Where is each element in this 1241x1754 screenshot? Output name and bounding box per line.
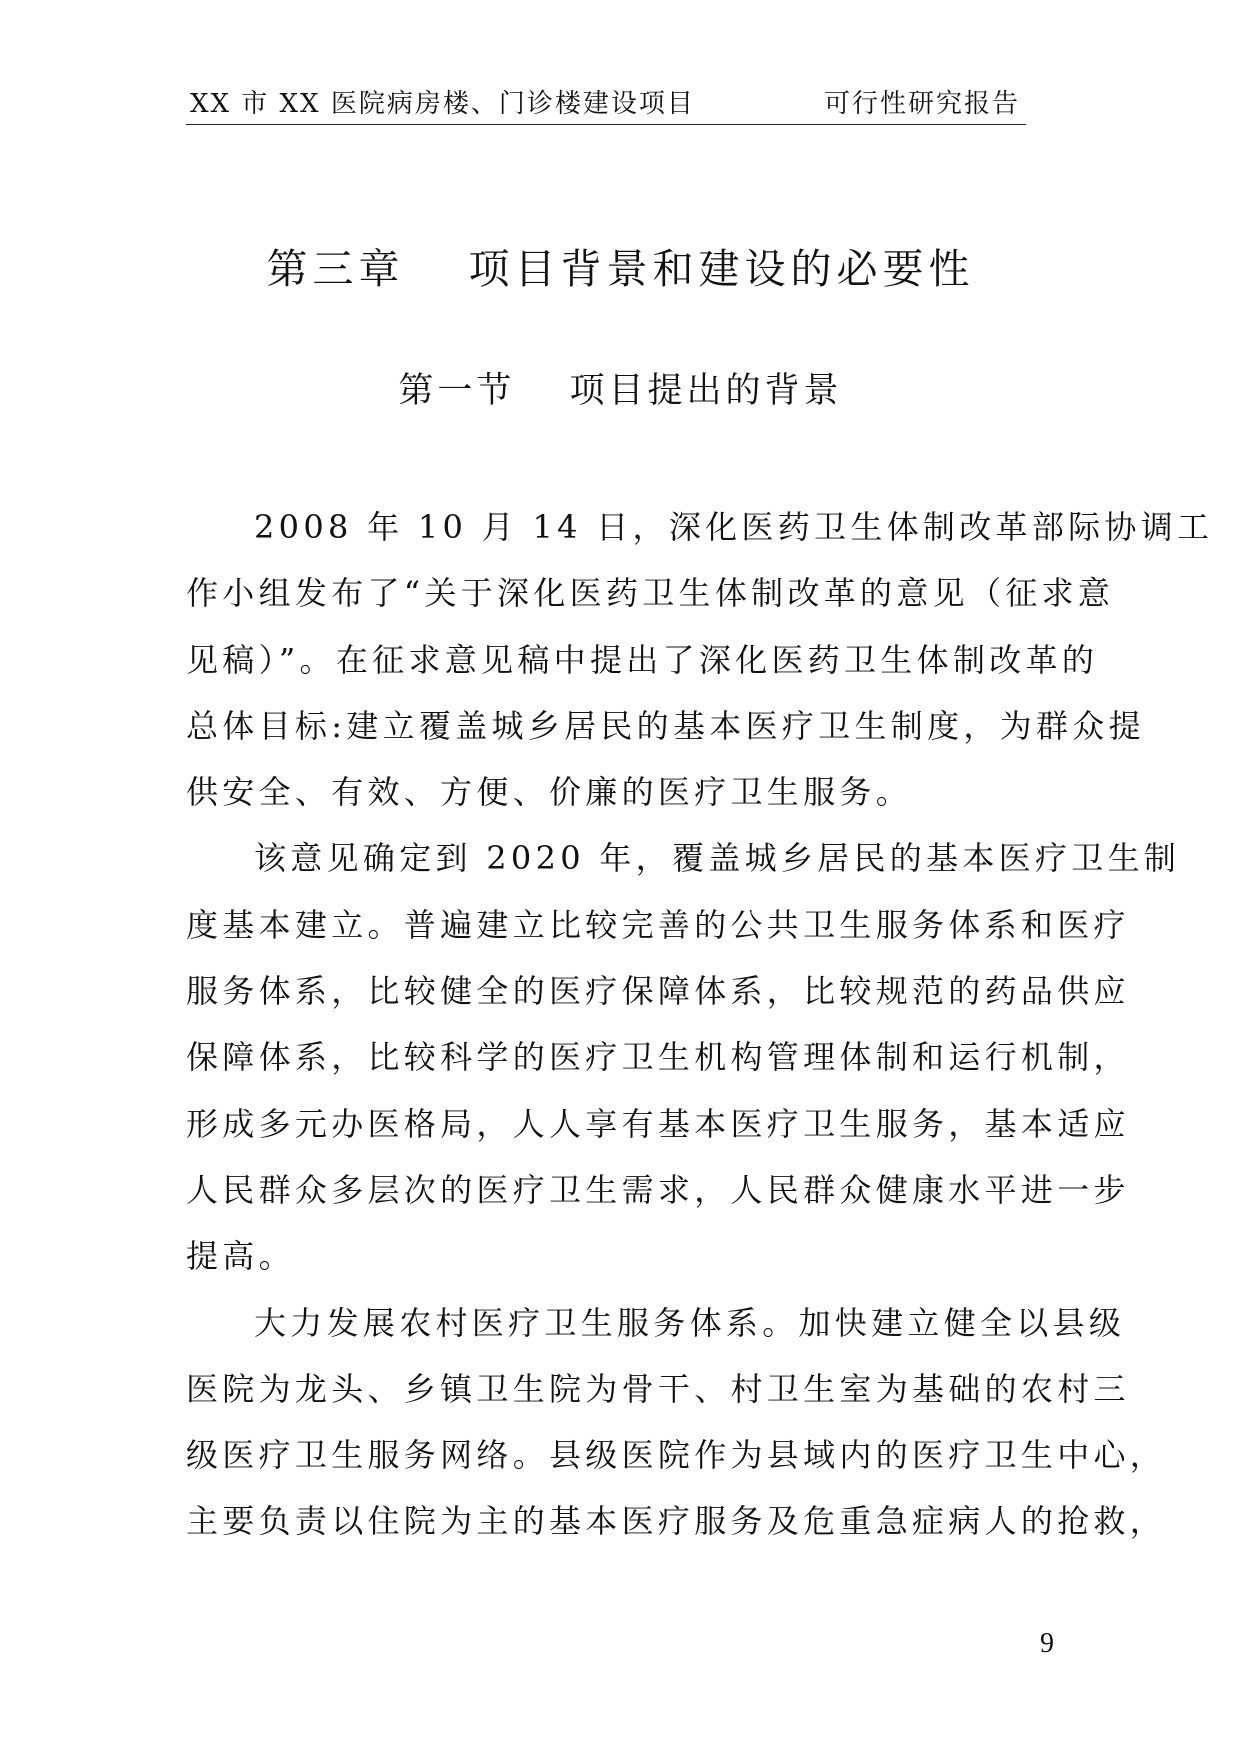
paragraph-1-line-1: 2008 年 10 月 14 日，深化医药卫生体制改革部际协调工 bbox=[254, 508, 1214, 546]
paragraph-3-line-4: 主要负责以住院为主的基本医疗服务及危重急症病人的抢救， bbox=[186, 1502, 1167, 1541]
paragraph-2-line-6: 人民群众多层次的医疗卫生需求，人民群众健康水平进一步 bbox=[186, 1170, 1130, 1209]
paragraph-3-line-1: 大力发展农村医疗卫生服务体系。加快建立健全以县级 bbox=[254, 1303, 1126, 1342]
paragraph-3-line-2: 医院为龙头、乡镇卫生院为骨干、村卫生室为基础的农村三 bbox=[186, 1369, 1130, 1408]
paragraph-1-line-3: 见稿）”。在征求意见稿中提出了深化医药卫生体制改革的 bbox=[186, 640, 1099, 679]
body-text bbox=[186, 494, 1214, 1555]
paragraph-3-line-3: 级医疗卫生服务网络。县级医院作为县域内的医疗卫生中心， bbox=[186, 1436, 1167, 1475]
page-header bbox=[186, 84, 1026, 125]
header-project-title: XX 市 XX 医院病房楼、门诊楼建设项目 bbox=[190, 89, 695, 119]
paragraph-1-line-4: 总体目标:建立覆盖城乡居民的基本医疗卫生制度，为群众提 bbox=[186, 706, 1145, 745]
paragraph-1-line-5: 供安全、有效、方便、价廉的医疗卫生服务。 bbox=[186, 773, 913, 812]
section-title: 第一节 项目提出的背景 bbox=[398, 371, 843, 411]
header-report-type: 可行性研究报告 bbox=[823, 89, 1020, 119]
paragraph-2-line-3: 服务体系，比较健全的医疗保障体系，比较规范的药品供应 bbox=[186, 972, 1130, 1011]
paragraph-2-line-7: 提高。 bbox=[186, 1237, 295, 1276]
paragraph-2-line-4: 保障体系，比较科学的医疗卫生机构管理体制和运行机制， bbox=[186, 1038, 1130, 1077]
page-number: 9 bbox=[1040, 1628, 1054, 1659]
paragraph-2-line-5: 形成多元办医格局，人人享有基本医疗卫生服务，基本适应 bbox=[186, 1104, 1130, 1143]
paragraph-1-line-2: 作小组发布了“关于深化医药卫生体制改革的意见（征求意 bbox=[186, 574, 1115, 613]
chapter-title: 第三章 项目背景和建设的必要性 bbox=[266, 245, 975, 293]
paragraph-2-line-1: 该意见确定到 2020 年，覆盖城乡居民的基本医疗卫生制 bbox=[254, 839, 1181, 878]
paragraph-2-line-2: 度基本建立。普遍建立比较完善的公共卫生服务体系和医疗 bbox=[186, 905, 1130, 944]
